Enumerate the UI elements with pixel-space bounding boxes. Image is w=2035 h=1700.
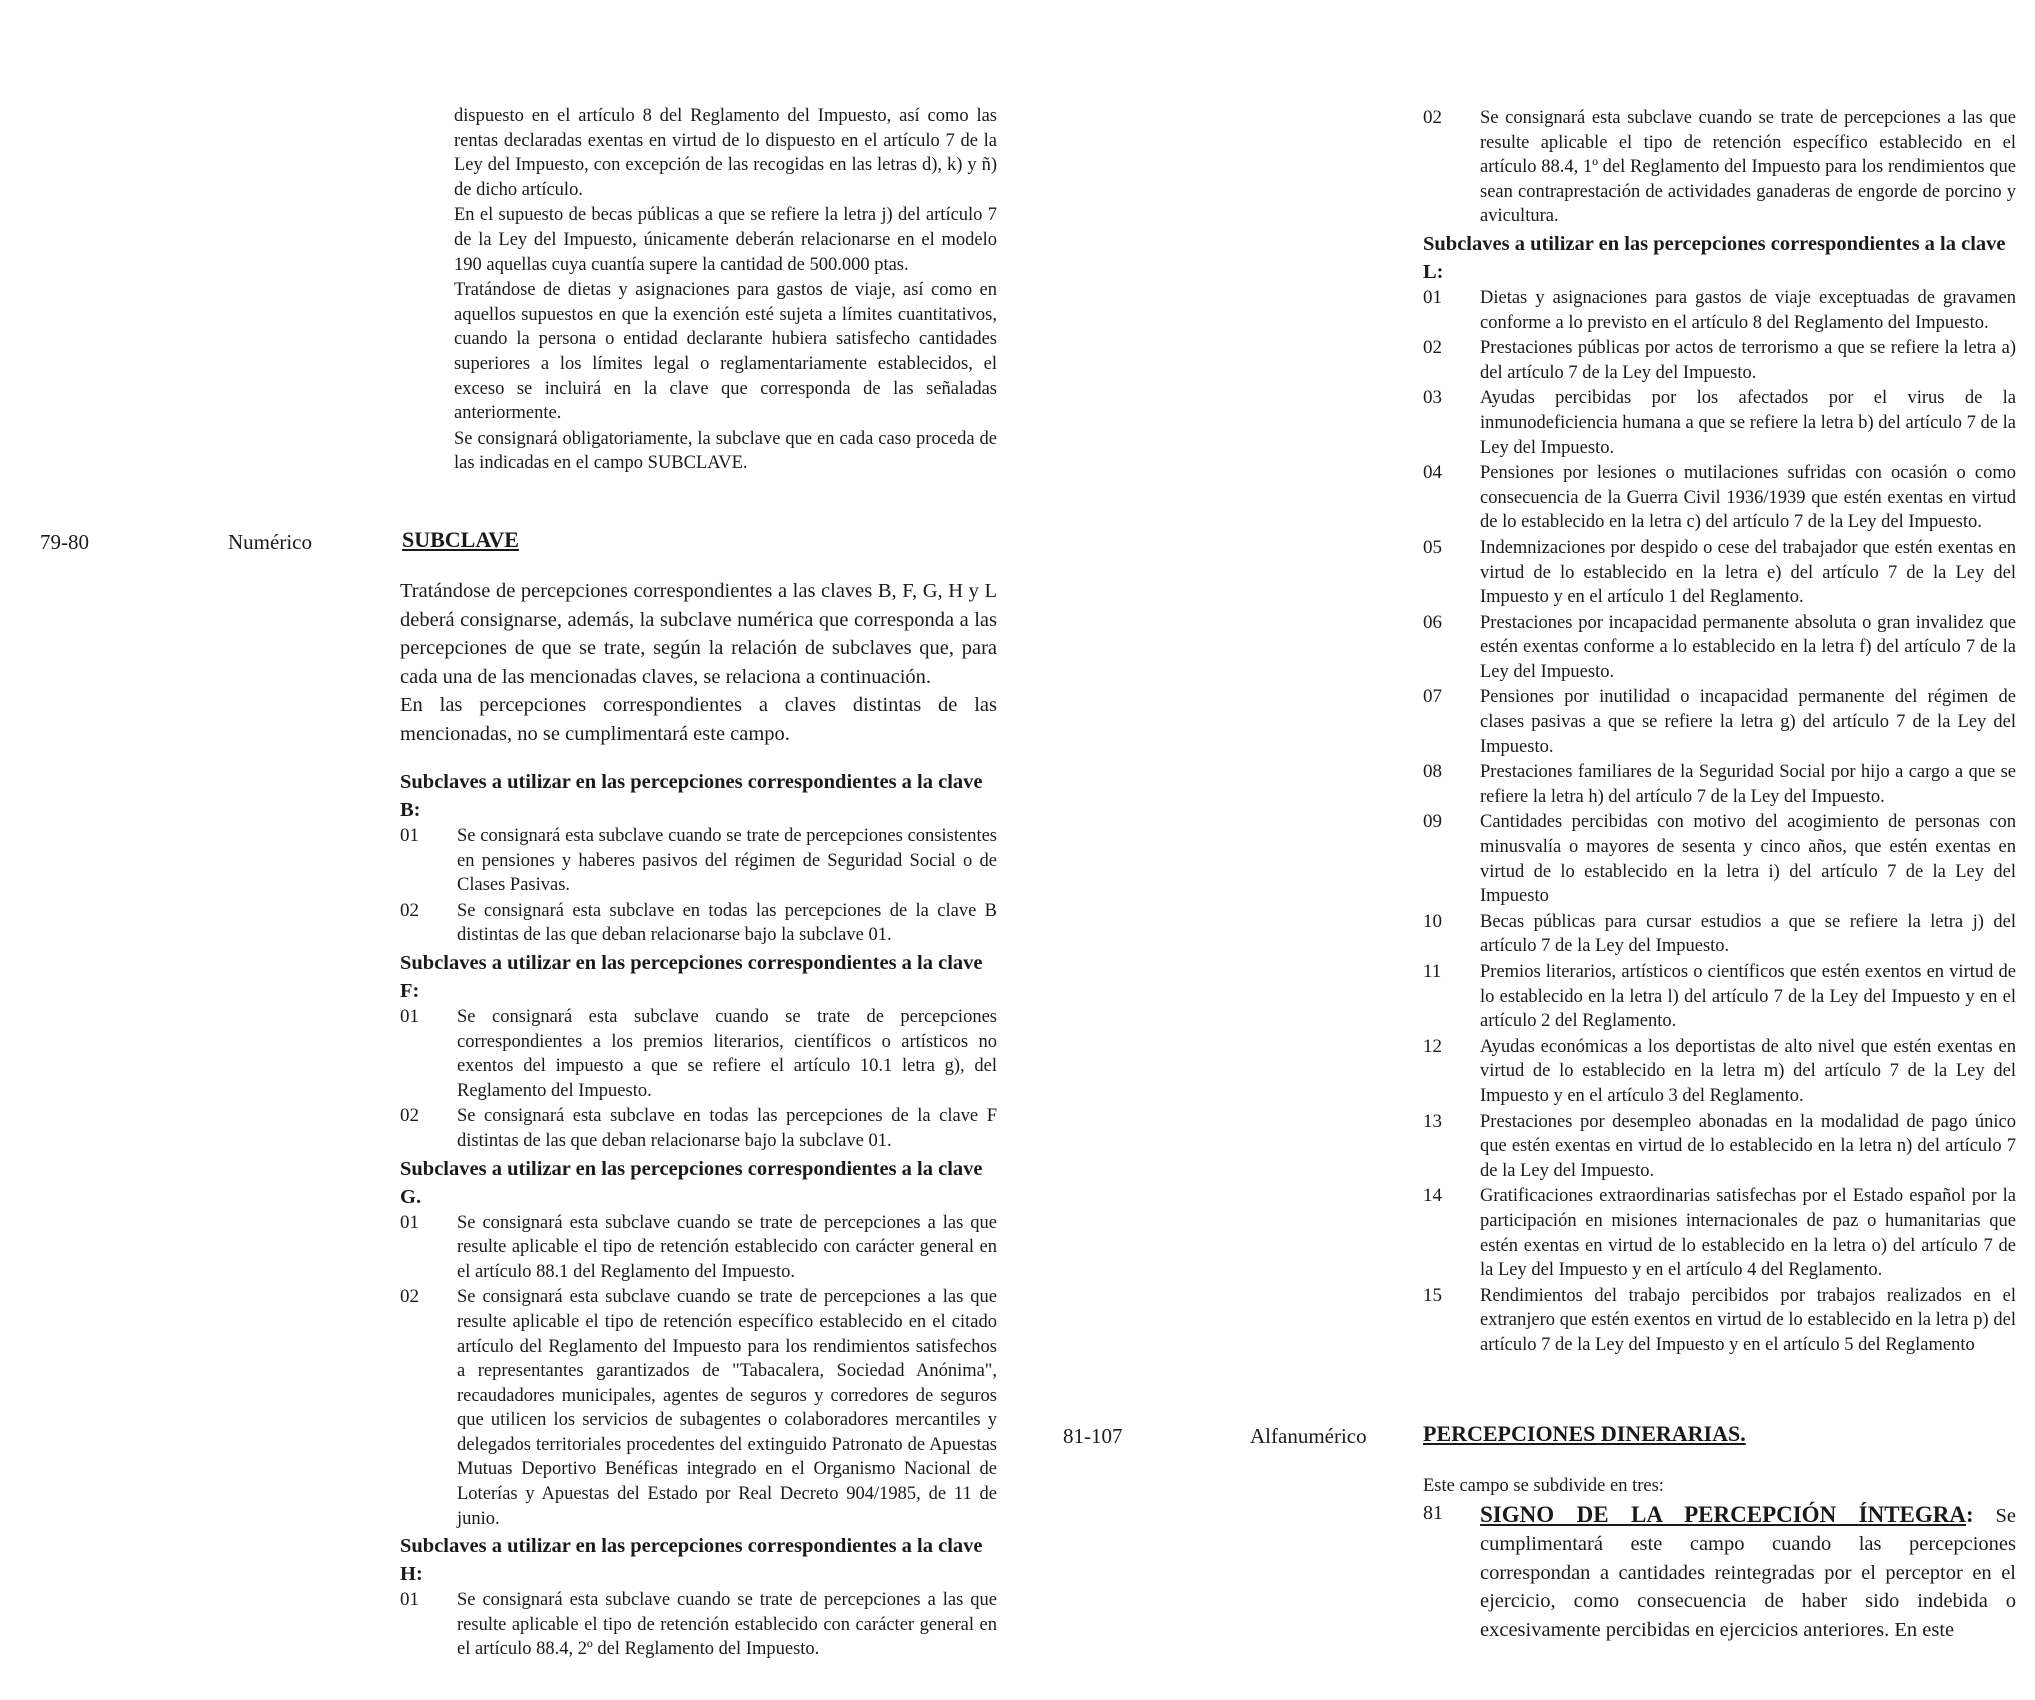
- field-title: PERCEPCIONES DINERARIAS.: [1423, 1421, 1746, 1446]
- list-item: [400, 1588, 997, 1662]
- item-code: 15: [1423, 1284, 1442, 1306]
- list-item: [400, 1285, 997, 1531]
- item-text: Se consignará esta subclave cuando se trate de percepciones a las que resulte aplicable el tipo de retención específico establecido en el citado artículo del Reglamento del Impuesto para los rendimientos satisfechos a representantes garantizados de "Tabacalera, Sociedad Anónima", recaudadores municipales, agentes de seguros y corredores de seguros que utilicen los servicios de subagentes o colaboradores mercantiles y delegados territoriales procedentes del extinguido Patronato de Apuestas Mutuas Deportivo Benéficas integrado en el Organismo Nacional de Loterías y Apuestas del Estado por Real Decreto 904/1985, de 11 de junio.: [457, 1287, 997, 1529]
- item-text: Se consignará esta subclave en todas las percepciones de la clave F distintas de las que deban relacionarse bajo la subclave 01.: [457, 1106, 997, 1151]
- item-text: Ayudas económicas a los deportistas de alto nivel que estén exentas en virtud de lo establecido en la letra m) del artículo 7 de la Ley del Impuesto y en el artículo 3 del Reglamento.: [1480, 1036, 2016, 1106]
- left-body: [400, 577, 997, 1663]
- field-title: SUBCLAVE: [402, 527, 519, 552]
- item-text: Dietas y asignaciones para gastos de viaje exceptuadas de gravamen conforme a lo previsto en el artículo 8 del Reglamento del Impuesto.: [1480, 287, 2016, 333]
- list-item: [1423, 760, 2016, 809]
- list-item: [1423, 1110, 2016, 1184]
- field-position: 81-107: [1063, 1424, 1123, 1448]
- item-text: Gratificaciones extraordinarias satisfechas por el Estado español por la participación en misiones internacionales de paz o humanitarias que estén exentas en virtud de lo establecido en la letra o) del artículo 7 de la Ley del Impuesto y en el artículo 4 del Reglamento.: [1480, 1186, 2016, 1281]
- item-code: 05: [1423, 536, 1442, 558]
- item-code: 81: [1423, 1501, 1443, 1524]
- subdivide-text: Este campo se subdivide en tres:: [1423, 1476, 1664, 1496]
- item-text: Indemnizaciones por despido o cese del trabajador que estén exentas en virtud de lo establecido en la letra e) del artículo 7 de la Ley del Impuesto y en el artículo 1 del Reglamento.: [1480, 537, 2016, 608]
- subfield-81: [1423, 1501, 2016, 1645]
- item-code: 07: [1423, 686, 1442, 708]
- item-text: Ayudas percibidas por los afectados por el virus de la inmunodeficiencia humana a que se refiere la letra b) del artículo 7 de la Ley del Impuesto.: [1480, 388, 2016, 458]
- item-text: Se consignará esta subclave cuando se trate de percepciones a las que resulte aplicable el tipo de retención establecido con carácter general en el artículo 88.4, 2º del Reglamento del Impuesto.: [457, 1590, 997, 1660]
- list-item: [1423, 1035, 2016, 1109]
- list-item: [1423, 611, 2016, 685]
- intro-paragraph: Tratándose de dietas y asignaciones para gastos de viaje, así como en aquellos supuestos en que la exención esté sujeta a límites cuantitativos, cuando la persona o entidad declarante hubiera satisfecho cantidades superiores a los límites legal o reglamentariamente establecidos, el exceso se incluirá en la clave que corresponda de las señaladas anteriormente.: [454, 280, 997, 424]
- subfield-body: Se cumplimentará este campo cuando las percepciones correspondan a cantidades reintegradas por el perceptor en el ejercicio, como consecuencia de haber sido indebida o excesivamente percibidas en ejercicios anteriores. En este: [1480, 1504, 2016, 1641]
- list-item: [400, 1005, 997, 1103]
- desc-paragraph: En las percepciones correspondientes a claves distintas de las mencionadas, no se cumplimentará este campo.: [400, 694, 997, 745]
- item-text: Becas públicas para cursar estudios a que se refiere la letra j) del artículo 7 de la Ley del Impuesto.: [1480, 911, 2016, 957]
- left-intro: [454, 104, 997, 477]
- item-text: Cantidades percibidas con motivo del acogimiento de personas con minusvalía o mayores de sesenta y cinco años, que estén exentas en virtud de lo establecido en la letra i) del artículo 7 de la Ley del Impuesto: [1480, 812, 2016, 907]
- item-text: Prestaciones familiares de la Seguridad Social por hijo a cargo a que se refiere la letra h) del artículo 7 de la Ley del Impuesto.: [1480, 762, 2016, 807]
- list-item: [1423, 810, 2016, 908]
- desc-paragraph: Tratándose de percepciones correspondientes a las claves B, F, G, H y L deberá consignarse, además, la subclave numérica que corresponda a las percepciones de que se trate, según la relación de subclaves que, para cada una de las mencionadas claves, se relaciona a continuación.: [400, 580, 997, 688]
- list-item: [1423, 685, 2016, 759]
- item-text: Rendimientos del trabajo percibidos por trabajos realizados en el extranjero que estén exentos en virtud de lo establecido en la letra p) del artículo 7 de la Ley del Impuesto y en el artículo 5 del Reglamento: [1480, 1285, 2016, 1355]
- list-item: [1423, 106, 2016, 229]
- intro-paragraph: Se consignará obligatoriamente, la subclave que en cada caso proceda de las indicadas en el campo SUBCLAVE.: [454, 428, 997, 474]
- item-text: Se consignará esta subclave cuando se trate de percepciones a las que resulte aplicable el tipo de retención establecido con carácter general en el artículo 88.1 del Reglamento del Impuesto.: [457, 1212, 997, 1282]
- group-heading: Subclaves a utilizar en las percepciones correspondientes a la clave L:: [1423, 232, 2006, 283]
- list-item: [400, 824, 997, 898]
- list-item: [1423, 386, 2016, 460]
- item-text: Pensiones por lesiones o mutilaciones sufridas con ocasión o como consecuencia de la Guerra Civil 1936/1939 que estén exentas en virtud de lo establecido en la letra c) del artículo 7 de la Ley del Impuesto.: [1480, 463, 2016, 533]
- item-code: 02: [400, 899, 419, 921]
- item-text: Se consignará esta subclave cuando se trate de percepciones consistentes en pensiones y haberes pasivos del régimen de Seguridad Social o de Clases Pasivas.: [457, 826, 997, 896]
- list-item: [1423, 461, 2016, 535]
- group-heading: Subclaves a utilizar en las percepciones correspondientes a la clave B:: [400, 771, 983, 821]
- item-code: 01: [400, 1589, 419, 1611]
- right-body: [1423, 106, 2016, 1359]
- item-text: Prestaciones por desempleo abonadas en la modalidad de pago único que estén exentas en virtud de lo establecido en la letra n) del artículo 7 de la Ley del Impuesto.: [1480, 1111, 2016, 1181]
- item-code: 11: [1423, 961, 1442, 982]
- item-text: Se consignará esta subclave en todas las percepciones de la clave B distintas de las que deban relacionarse bajo la subclave 01.: [457, 900, 997, 946]
- group-heading: Subclaves a utilizar en las percepciones correspondientes a la clave H:: [400, 1535, 983, 1586]
- item-code: 08: [1423, 761, 1442, 783]
- item-text: Se consignará esta subclave cuando se trate de percepciones a las que resulte aplicable el tipo de retención específico establecido en el artículo 88.4, 1º del Reglamento del Impuesto para los rendimientos que sean contraprestación de actividades ganaderas de engorde de porcino y avicultura.: [1480, 108, 2016, 227]
- item-code: 12: [1423, 1035, 1442, 1057]
- item-code: 09: [1423, 811, 1442, 833]
- intro-paragraph: En el supuesto de becas públicas a que se refiere la letra j) del artículo 7 de la Ley del Impuesto, únicamente deberán relacionarse en el modelo 190 aquellas cuya cuantía supere la cantidad de 500.000 ptas.: [454, 205, 997, 275]
- item-text: [1480, 1501, 2016, 1645]
- item-code: 01: [1423, 286, 1442, 308]
- item-code: 14: [1423, 1185, 1442, 1207]
- field-type: Numérico: [228, 530, 312, 554]
- item-code: 06: [1423, 611, 1442, 633]
- list-item: [1423, 286, 2016, 335]
- subfield-colon: :: [1966, 1501, 1974, 1527]
- list-item: [1423, 1184, 2016, 1282]
- item-code: 02: [400, 1286, 419, 1308]
- list-item: [1423, 336, 2016, 385]
- item-code: 02: [400, 1105, 419, 1127]
- list-item: [400, 899, 997, 948]
- item-code: 01: [400, 1005, 419, 1027]
- subfield-title: SIGNO DE LA PERCEPCIÓN ÍNTEGRA: [1480, 1501, 1966, 1527]
- item-text: Prestaciones públicas por actos de terrorismo a que se refiere la letra a) del artículo 7 de la Ley del Impuesto.: [1480, 338, 2016, 383]
- field-type: Alfanumérico: [1250, 1424, 1367, 1448]
- item-code: 03: [1423, 387, 1442, 409]
- right-bottom: [1423, 1474, 2016, 1645]
- list-item: [400, 1104, 997, 1153]
- item-code: 04: [1423, 462, 1442, 484]
- item-code: 10: [1423, 910, 1442, 932]
- item-text: Pensiones por inutilidad o incapacidad permanente del régimen de clases pasivas a que se refiere la letra g) del artículo 7 de la Ley del Impuesto.: [1480, 687, 2016, 757]
- item-text: Premios literarios, artísticos o científicos que estén exentos en virtud de lo establecido en la letra l) del artículo 7 de la Ley del Impuesto y en el artículo 2 del Reglamento.: [1480, 962, 2016, 1032]
- list-item: [1423, 1284, 2016, 1358]
- item-text: Prestaciones por incapacidad permanente absoluta o gran invalidez que estén exentas conforme a lo establecido en la letra f) del artículo 7 de la Ley del Impuesto.: [1480, 612, 2016, 682]
- list-item: [1423, 910, 2016, 959]
- item-code: 02: [1423, 107, 1442, 128]
- list-item: [400, 1211, 997, 1285]
- group-heading: Subclaves a utilizar en las percepciones correspondientes a la clave G.: [400, 1157, 983, 1208]
- intro-paragraph: dispuesto en el artículo 8 del Reglamento del Impuesto, así como las rentas declaradas exentas en virtud de lo dispuesto en el artículo 7 de la Ley del Impuesto, con excepción de las recogidas en las letras d), k) y ñ) de dicho artículo.: [454, 106, 997, 200]
- list-item: [1423, 536, 2016, 610]
- item-code: 13: [1423, 1110, 1442, 1132]
- item-code: 01: [400, 825, 419, 846]
- field-position: 79-80: [40, 530, 89, 554]
- list-item: [1423, 960, 2016, 1034]
- group-heading: Subclaves a utilizar en las percepciones correspondientes a la clave F:: [400, 951, 983, 1002]
- item-code: 01: [400, 1211, 419, 1233]
- item-code: 02: [1423, 337, 1442, 359]
- item-text: Se consignará esta subclave cuando se trate de percepciones correspondientes a los premios literarios, científicos o artísticos no exentos del impuesto a que se refiere el artículo 10.1 letra g), del Reglamento del Impuesto.: [457, 1006, 997, 1101]
